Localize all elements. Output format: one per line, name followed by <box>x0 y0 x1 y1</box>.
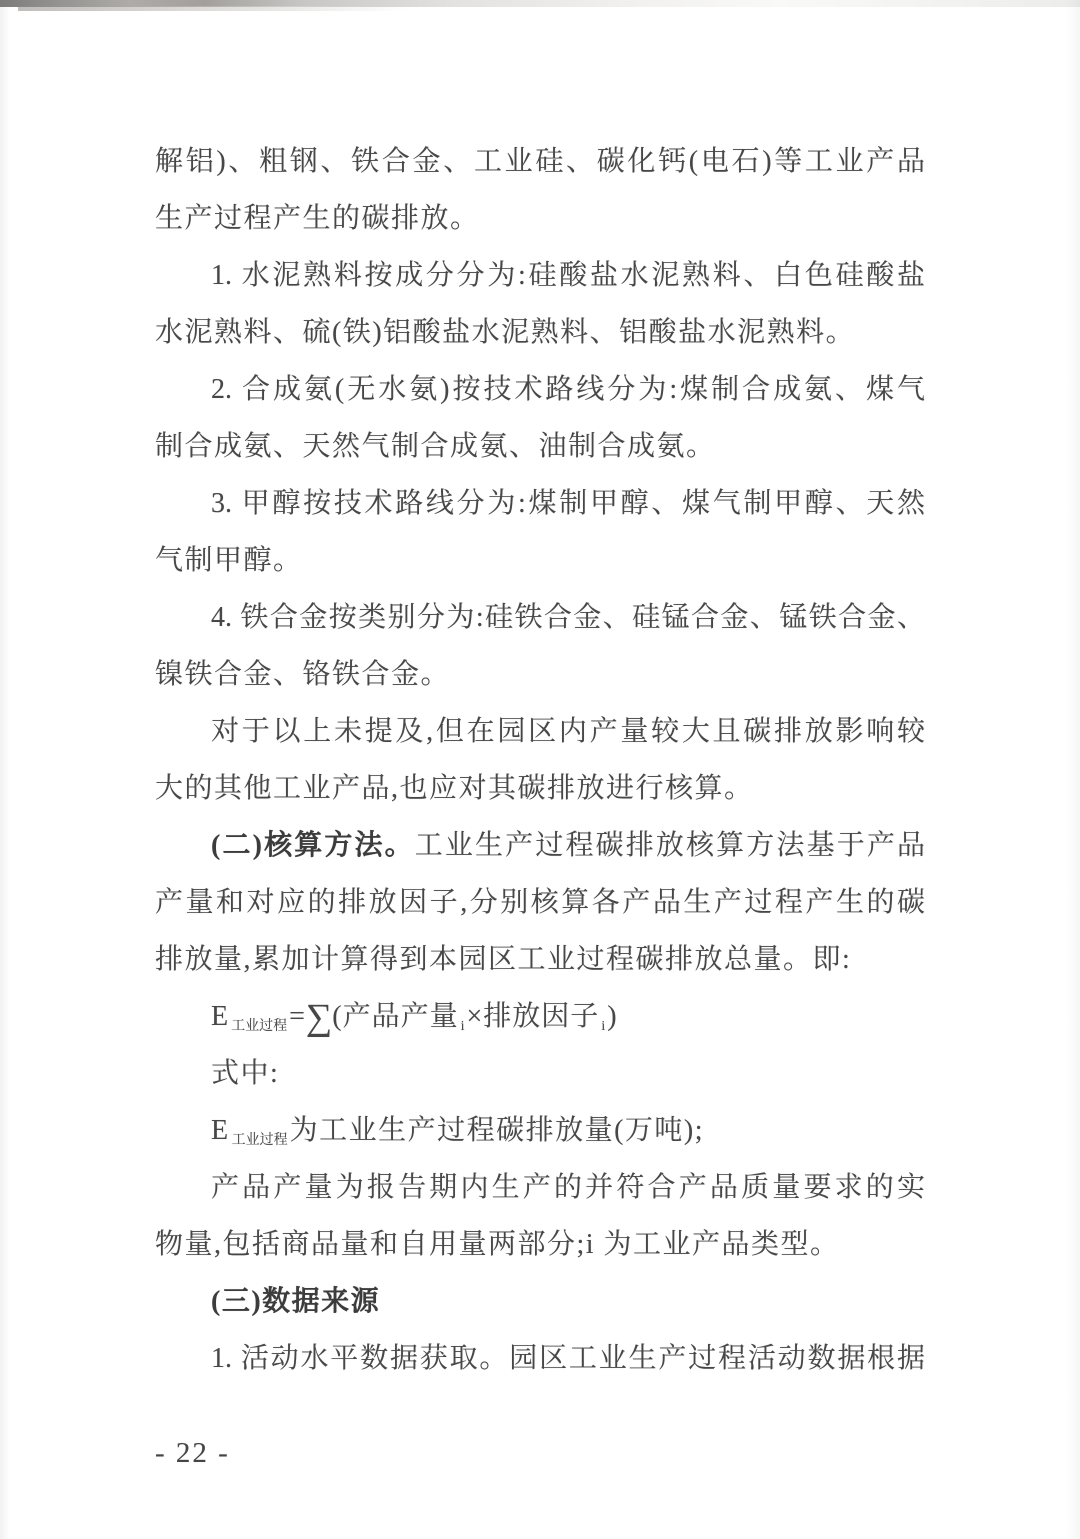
text-line <box>155 133 925 190</box>
subscript-segment: i <box>601 1019 606 1034</box>
text-segment: 1. 活动水平数据获取。园区工业生产过程活动数据根据 <box>211 1343 925 1374</box>
text-segment: 生产过程产生的碳排放。 <box>155 203 480 234</box>
scan-artifact-top <box>0 0 1080 7</box>
text-segment: 镍铁合金、铬铁合金。 <box>155 659 451 690</box>
text-segment: 对于以上未提及,但在园区内产量较大且碳排放影响较 <box>211 716 925 747</box>
text-line <box>155 874 925 931</box>
document-content <box>155 133 925 1387</box>
text-line <box>155 1273 925 1330</box>
text-segment: (产品产量 <box>332 1001 459 1032</box>
text-segment: 产量和对应的排放因子,分别核算各产品生产过程产生的碳 <box>155 887 925 918</box>
text-segment: E <box>211 1115 230 1146</box>
text-segment: ×排放因子 <box>466 1001 600 1032</box>
scan-artifact-right-edge <box>1066 0 1080 1539</box>
scan-artifact-left-edge <box>0 0 10 1539</box>
text-line <box>155 589 925 646</box>
text-segment: 工业生产过程碳排放核算方法基于产品 <box>414 830 925 861</box>
text-line <box>155 703 925 760</box>
subscript-segment: 工业过程 <box>231 1133 288 1148</box>
formula-line <box>155 988 925 1045</box>
text-segment: 为工业生产过程碳排放量(万吨); <box>289 1115 705 1146</box>
text-line <box>155 247 925 304</box>
text-line <box>155 304 925 361</box>
text-segment: E <box>211 1001 230 1032</box>
text-segment: 解铝)、粗钢、铁合金、工业硅、碳化钙(电石)等工业产品 <box>155 146 925 177</box>
page-number: - 22 - <box>155 1437 230 1469</box>
text-segment: 式中: <box>211 1058 280 1089</box>
text-line <box>155 190 925 247</box>
text-segment: 产品产量为报告期内生产的并符合产品质量要求的实 <box>211 1172 925 1203</box>
text-line <box>155 1216 925 1273</box>
text-line <box>155 760 925 817</box>
text-segment: = <box>289 1001 306 1032</box>
text-segment: 4. 铁合金按类别分为:硅铁合金、硅锰合金、锰铁合金、 <box>211 602 925 633</box>
text-segment: 排放量,累加计算得到本园区工业过程碳排放总量。即: <box>155 944 852 975</box>
text-line <box>155 532 925 589</box>
text-line <box>155 418 925 475</box>
text-segment: ) <box>607 1001 618 1032</box>
subscript-segment: 工业过程 <box>231 1019 288 1034</box>
sigma-symbol: ∑ <box>305 997 333 1038</box>
text-line <box>155 646 925 703</box>
text-segment: 2. 合成氨(无水氨)按技术路线分为:煤制合成氨、煤气 <box>211 374 925 405</box>
heading-segment: (二)核算方法。 <box>211 830 415 861</box>
text-segment: 制合成氨、天然气制合成氨、油制合成氨。 <box>155 431 716 462</box>
text-line <box>155 475 925 532</box>
text-line <box>155 1330 925 1387</box>
text-line <box>155 1045 925 1102</box>
text-segment: 水泥熟料、硫(铁)铝酸盐水泥熟料、铝酸盐水泥熟料。 <box>155 317 856 348</box>
text-line <box>155 1102 925 1159</box>
text-line <box>155 931 925 988</box>
text-segment: 1. 水泥熟料按成分分为:硅酸盐水泥熟料、白色硅酸盐 <box>211 260 925 291</box>
heading-segment: (三)数据来源 <box>211 1286 381 1317</box>
text-line <box>155 1159 925 1216</box>
text-line <box>155 817 925 874</box>
text-line <box>155 361 925 418</box>
text-segment: 3. 甲醇按技术路线分为:煤制甲醇、煤气制甲醇、天然 <box>211 488 925 519</box>
text-segment: 物量,包括商品量和自用量两部分;i 为工业产品类型。 <box>155 1229 840 1260</box>
text-segment: 大的其他工业产品,也应对其碳排放进行核算。 <box>155 773 754 804</box>
subscript-segment: i <box>460 1019 465 1034</box>
text-segment: 气制甲醇。 <box>155 545 303 576</box>
